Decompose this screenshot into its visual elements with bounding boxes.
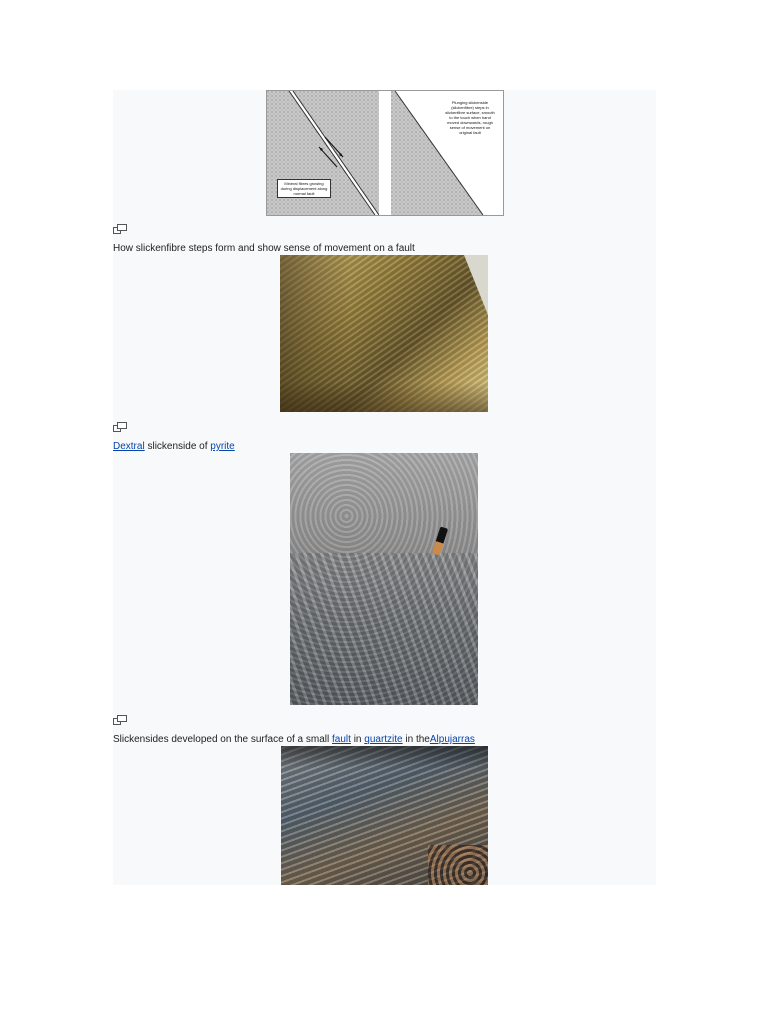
pyrite-slickenside-photo[interactable] xyxy=(280,255,488,412)
alpujarras-link[interactable]: Alpujarras xyxy=(429,734,475,745)
dextral-link[interactable]: Dextral xyxy=(113,441,145,452)
outcrop-slickenside-photo[interactable] xyxy=(290,453,478,705)
enlarge-icon[interactable] xyxy=(113,715,127,725)
fault-link[interactable]: fault xyxy=(332,734,351,745)
right-diagram-note: Plunging slickenside (slickenfibre) steps in slickenfibre surface, smooth to the touch when hand moved downwards, rough sense of movement on original fault xyxy=(445,100,495,135)
left-diagram-note: Mineral fibres growing during displacement along normal fault xyxy=(277,179,331,198)
quartzite-slickensides-photo[interactable] xyxy=(281,746,488,885)
pyrite-link[interactable]: pyrite xyxy=(210,441,235,452)
fault-diagram-caption: How slickenfibre steps form and show sense of movement on a fault xyxy=(113,243,415,254)
enlarge-icon[interactable] xyxy=(113,224,127,234)
pyrite-caption xyxy=(113,441,235,453)
caption-text: in the xyxy=(402,734,430,745)
caption-text: slickenside of xyxy=(144,441,211,452)
quartzite-link[interactable]: quartzite xyxy=(364,734,403,745)
fault-diagram-image[interactable] xyxy=(266,90,504,216)
quartzite-caption xyxy=(113,734,475,746)
enlarge-icon[interactable] xyxy=(113,422,127,432)
caption-text: Slickensides developed on the surface of a small xyxy=(113,734,333,745)
caption-text: in xyxy=(350,734,365,745)
